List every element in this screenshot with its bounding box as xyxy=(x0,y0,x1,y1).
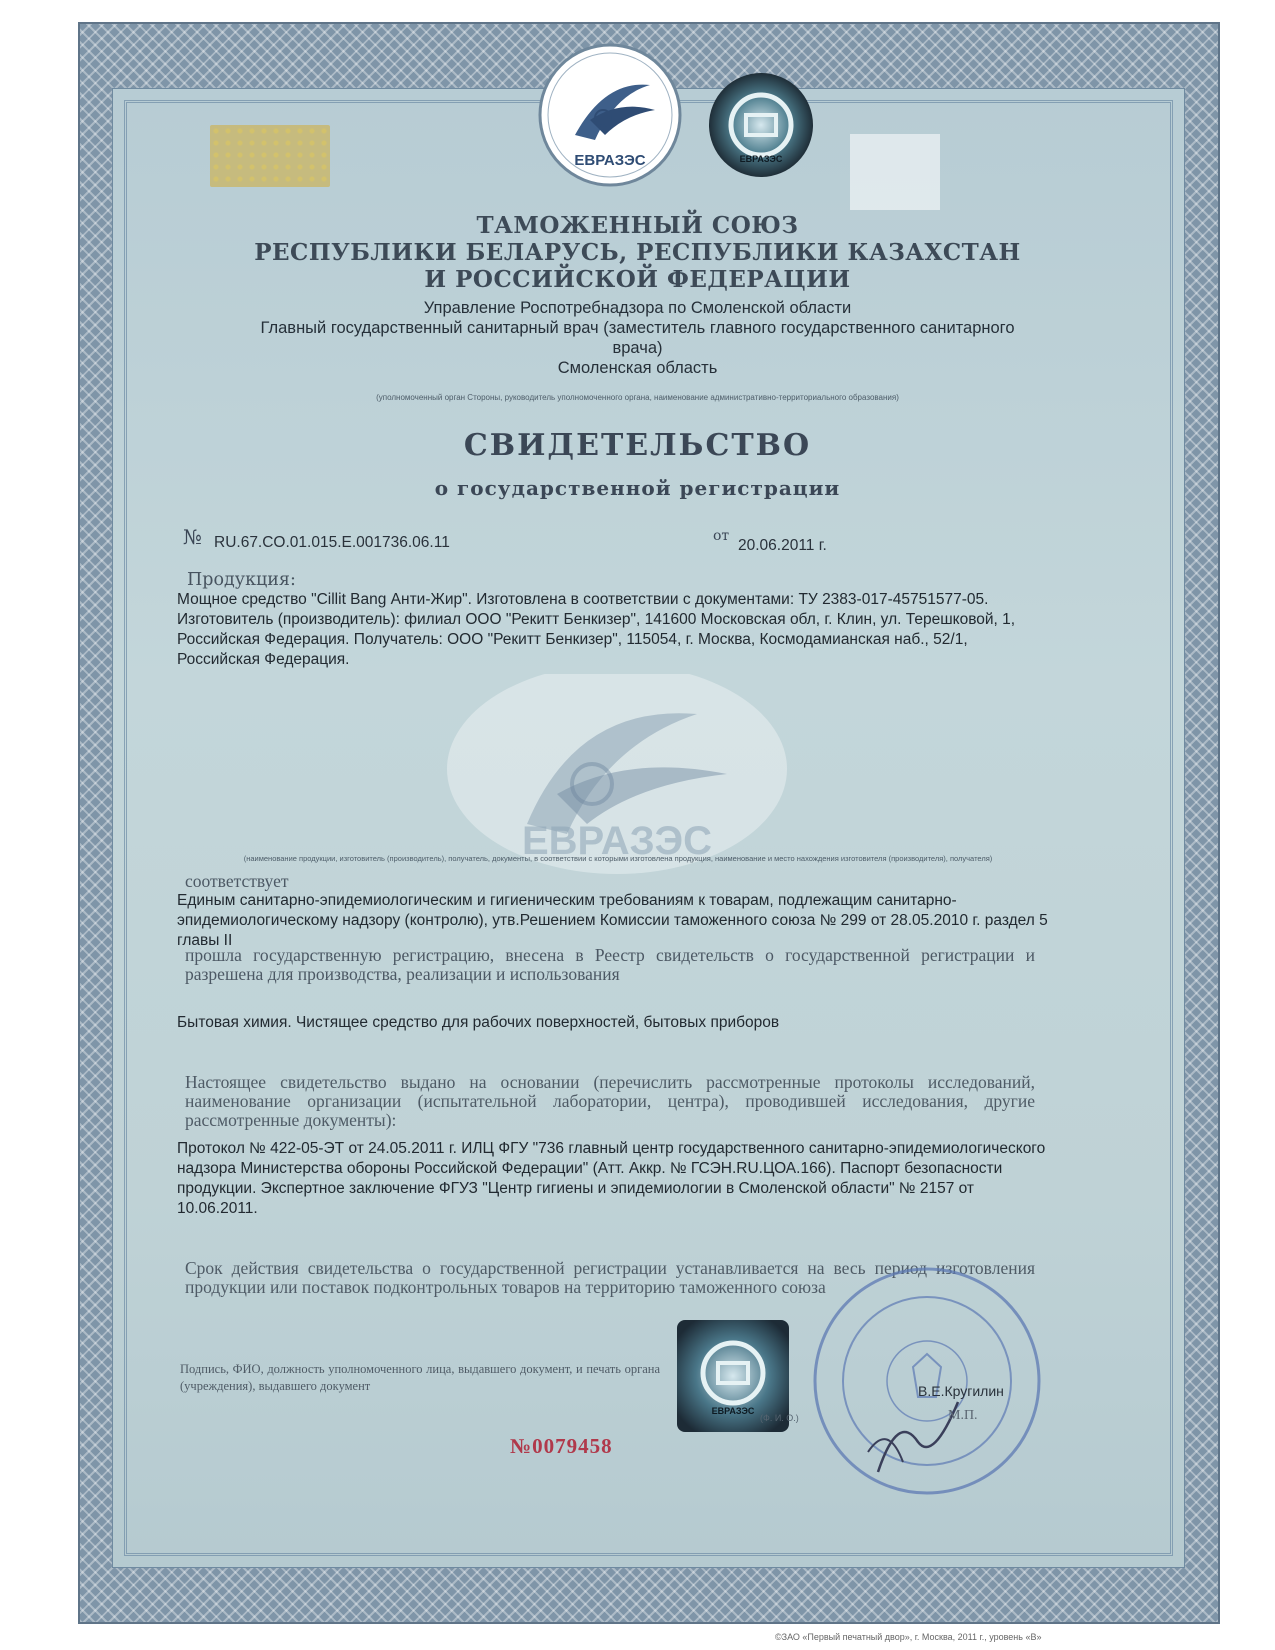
printer-note: ©ЗАО «Первый печатный двор», г. Москва, 2011 г., уровень «В» xyxy=(775,1632,1042,1642)
registration-statement: прошла государственную регистрацию, внесена в Реестр свидетельств о государственной регистрации и разрешена для производства, реализации и использования xyxy=(185,945,1035,984)
watermark-label: ЕВРАЗЭС xyxy=(521,819,713,863)
union-line-1: ТАМОЖЕННЫЙ СОЮЗ xyxy=(476,212,799,239)
validity-statement: Срок действия свидетельства о государственной регистрации устанавливается на весь период изготовления продукции или поставок подконтрольных товаров на территорию таможенного союза xyxy=(185,1258,1035,1297)
gold-security-patch xyxy=(210,125,330,187)
union-title xyxy=(180,212,1095,293)
product-description: Мощное средство "Cillit Bang Анти-Жир". Изготовлена в соответствии с документами: ТУ 2383-017-45751577-05. Изготовитель (производитель): филиал ООО "Рекитт Бенкизер", 141600 Московская обл, г. Клин, ул. Терешковой, 1, Российская Федерация. Получатель: ООО "Рекитт Бенкизер", 115054, г. Москва, Космодамианская наб., 52/1, Российская Федерация. xyxy=(177,591,1016,668)
authority-caption: (уполномоченный орган Стороны, руководитель уполномоченного органа, наименование административно-территориального образования) xyxy=(376,393,899,402)
union-line-2: РЕСПУБЛИКИ БЕЛАРУСЬ, РЕСПУБЛИКИ КАЗАХСТАН xyxy=(254,239,1021,266)
signature-label: Подпись, ФИО, должность уполномоченного лица, выдавшего документ, и печать органа (учреждения), выдавшего документ xyxy=(180,1362,660,1393)
product-label: Продукция: xyxy=(187,570,296,590)
conformity-requirements: Единым санитарно-эпидемиологическим и гигиеническим требованиям к товарам, подлежащим санитарно-эпидемиологическому надзору (контролю), утв.Решением Комиссии таможенного союза № 299 от 28.05.2010 г. раздел 5 главы II xyxy=(177,892,1048,949)
basis-documents: Протокол № 422-05-ЭТ от 24.05.2011 г. ИЛЦ ФГУ "736 главный центр государственного санитарно-эпидемиологического надзора Министерства обороны Российской Федерации" (Атт. Аккр. № ГСЭН.RU.ЦОА.166). Паспорт безопасности продукции. Экспертное заключение ФГУЗ "Центр гигиены и эпидемиологии в Смоленской области" № 2157 от 10.06.2011. xyxy=(177,1140,1046,1217)
basis-label: Настоящее свидетельство выдано на основании (перечислить рассмотренные протоколы исследований, наименование организации (испытательной лаборатории, центра), проводившей исследования, другие рассмотренные документы): xyxy=(185,1072,1035,1130)
stamp-mark: М.П. xyxy=(948,1408,978,1423)
date-label: от xyxy=(713,528,730,544)
registration-date: 20.06.2011 г. xyxy=(738,537,827,554)
signer-name: В.Е.Кругилин xyxy=(918,1383,1004,1399)
union-line-3: И РОССИЙСКОЙ ФЕДЕРАЦИИ xyxy=(424,266,851,293)
product-purpose: Бытовая химия. Чистящее средство для рабочих поверхностей, бытовых приборов xyxy=(177,1014,780,1031)
official-stamp xyxy=(808,1262,1046,1500)
agency-line-1: Управление Роспотребнадзора по Смоленской области xyxy=(423,299,852,317)
agency-line-4: Смоленская область xyxy=(557,359,718,377)
issuing-authority xyxy=(180,298,1095,378)
registration-number: RU.67.CO.01.015.E.001736.06.11 xyxy=(214,534,450,551)
agency-line-2: Главный государственный санитарный врач (заместитель главного государственного санитарного xyxy=(260,319,1015,337)
conforms-label: соответствует xyxy=(185,871,289,891)
product-caption: (наименование продукции, изготовитель (производитель), получатель, документы, в соответствии с которыми изготовлена продукция, наименование и место нахождения изготовителя (производителя), получателя) xyxy=(243,854,993,863)
hologram-seal xyxy=(706,70,816,180)
eurasec-emblem xyxy=(535,40,685,190)
eurasec-watermark xyxy=(437,674,797,874)
agency-line-3: врача) xyxy=(612,339,663,357)
hologram-bottom-label: ЕВРАЗЭС xyxy=(711,1406,755,1416)
hologram-label: ЕВРАЗЭС xyxy=(739,154,783,164)
white-security-patch xyxy=(850,134,940,210)
signer-caption: (Ф. И. О.) xyxy=(760,1413,799,1423)
document-subtitle: о государственной регистрации xyxy=(434,476,841,500)
document-title: СВИДЕТЕЛЬСТВО xyxy=(463,428,812,463)
emblem-label: ЕВРАЗЭС xyxy=(574,152,646,169)
serial-number: №0079458 xyxy=(510,1434,613,1458)
number-label: № xyxy=(183,525,202,549)
